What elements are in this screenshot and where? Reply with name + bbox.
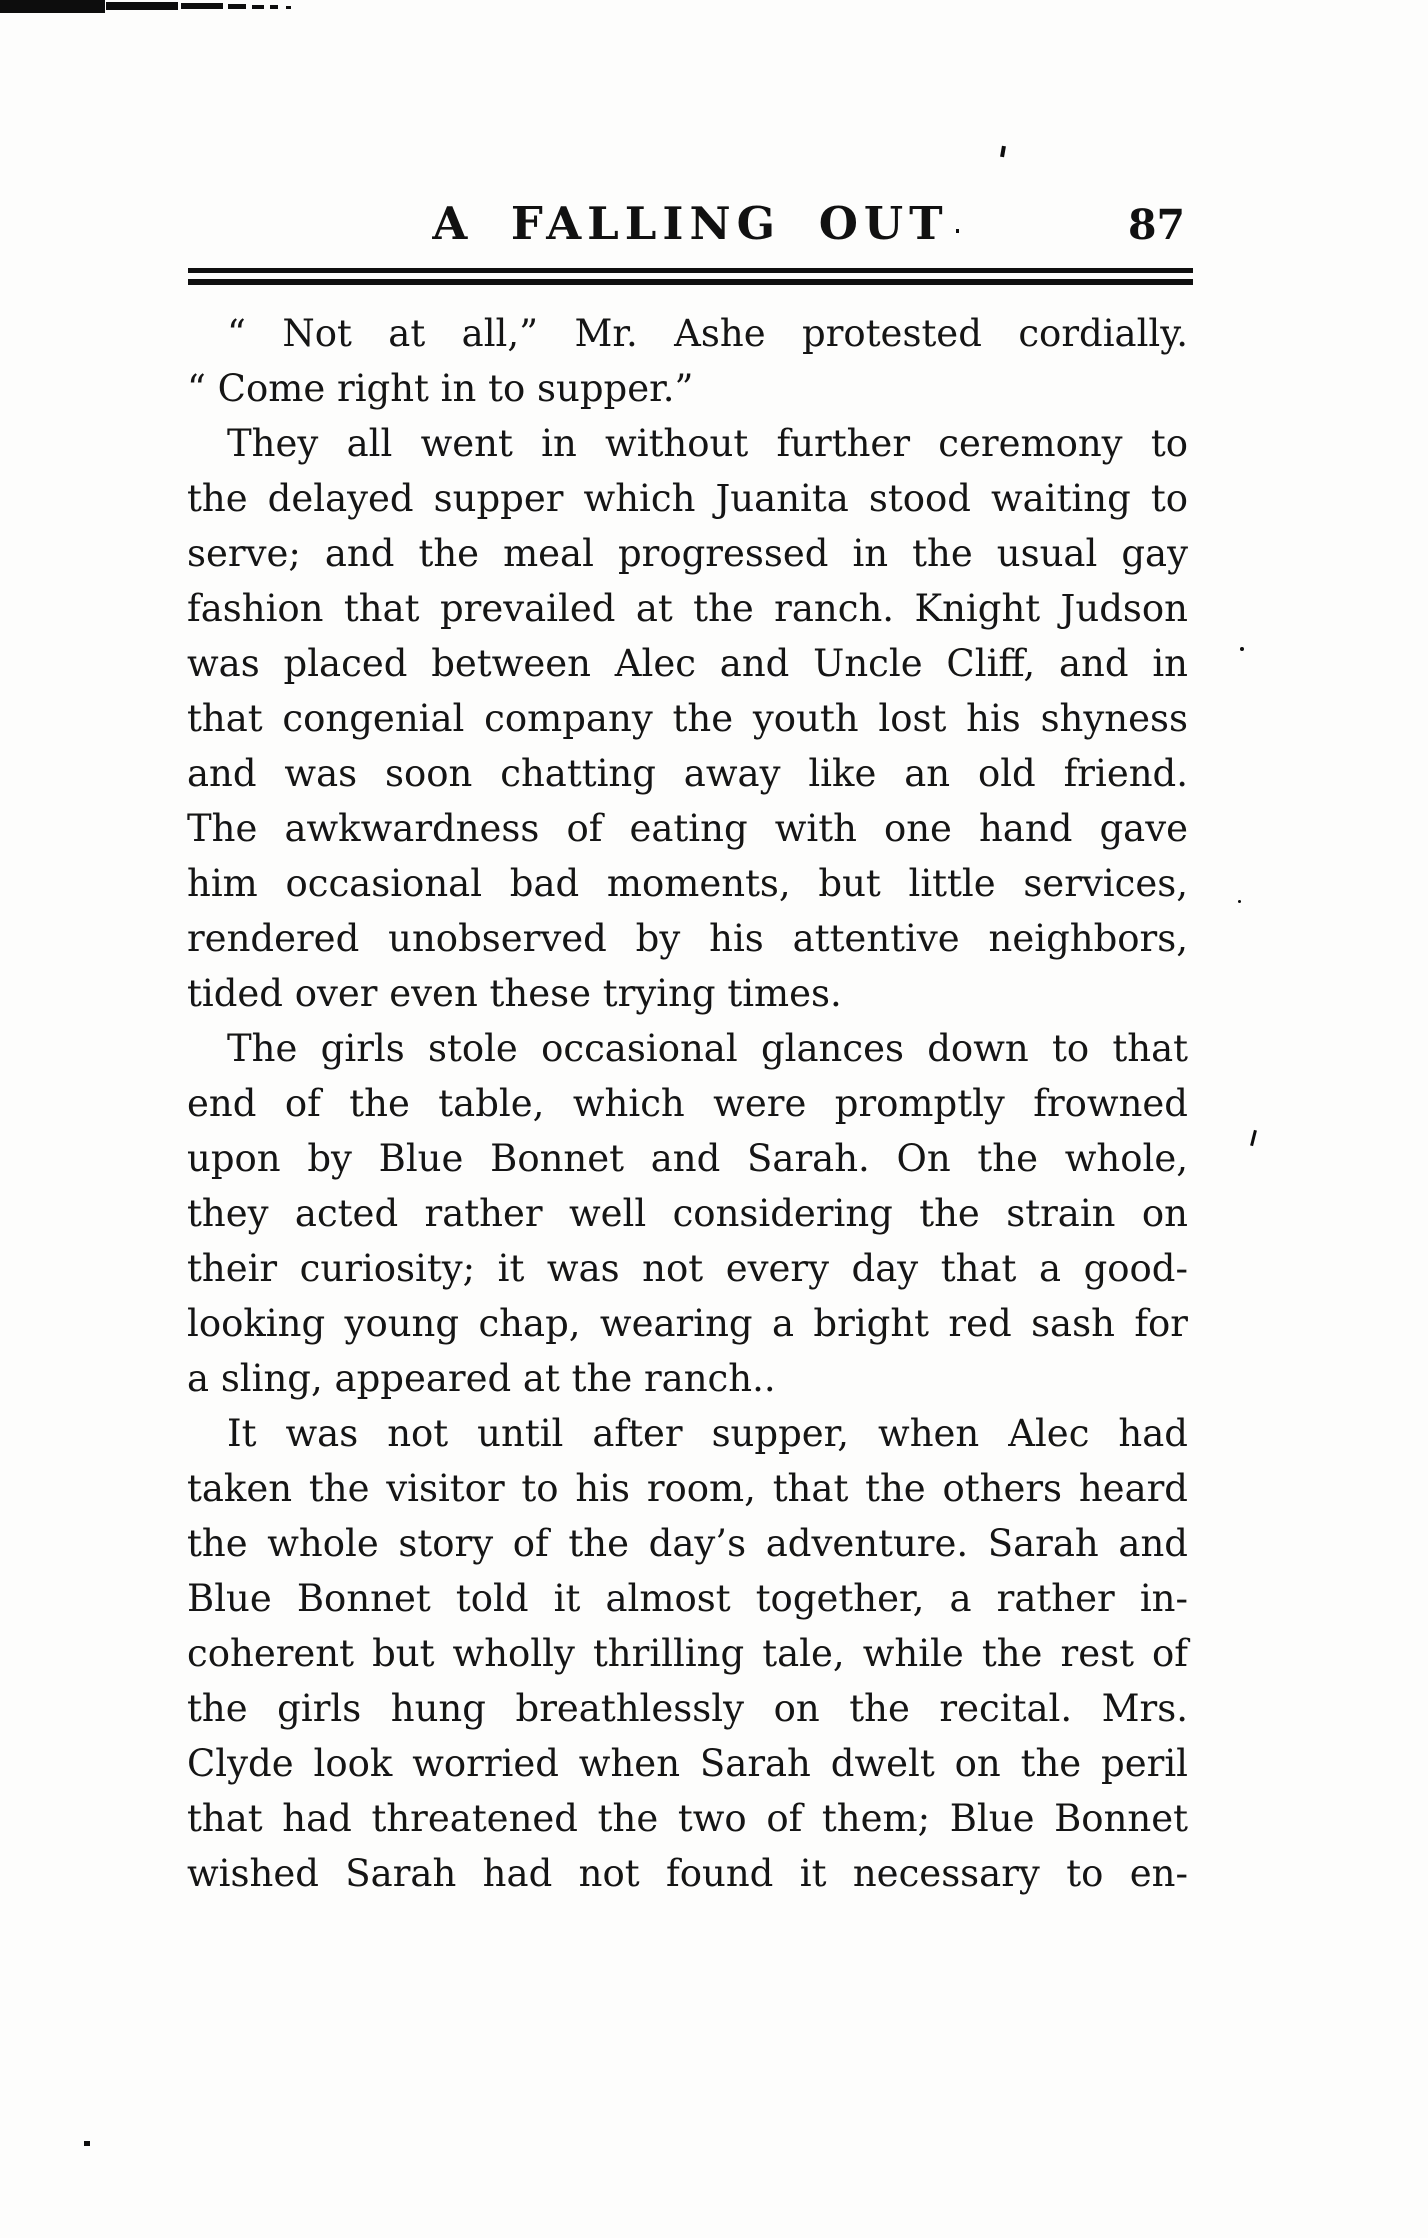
text-line: coherent but wholly thrilling tale, while the rest of [187, 1632, 1188, 1675]
scan-artifact-top-edge [252, 5, 264, 9]
text-line: “ Come right in to supper.” [187, 367, 694, 410]
scan-speck [1250, 1130, 1257, 1146]
text-line: serve; and the meal progressed in the usual gay [187, 532, 1188, 575]
scan-speck [84, 2141, 90, 2146]
text-line: They all went in without further ceremony to [227, 422, 1188, 465]
text-line: that had threatened the two of them; Blue Bonnet [187, 1797, 1188, 1840]
text-line: “ Not at all,” Mr. Ashe protested cordially. [227, 312, 1188, 355]
text-line: was placed between Alec and Uncle Cliff, and in [187, 642, 1188, 685]
text-line: the girls hung breathlessly on the recital. Mrs. [187, 1687, 1188, 1730]
text-line: looking young chap, wearing a bright red sash for [187, 1302, 1188, 1345]
text-line: Blue Bonnet told it almost together, a rather in- [187, 1577, 1188, 1620]
text-line: end of the table, which were promptly frowned [187, 1082, 1188, 1125]
text-line: the whole story of the day’s adventure. Sarah and [187, 1522, 1188, 1565]
scan-artifact-top-edge [228, 4, 246, 9]
text-line: upon by Blue Bonnet and Sarah. On the whole, [187, 1137, 1188, 1180]
text-line: tided over even these trying times. [187, 972, 842, 1015]
text-line: wished Sarah had not found it necessary to en- [187, 1852, 1188, 1895]
text-line: that congenial company the youth lost his shyness [187, 697, 1188, 740]
text-line: the delayed supper which Juanita stood waiting to [187, 477, 1188, 520]
header-double-rule [188, 268, 1193, 285]
scan-artifact-top-edge [181, 3, 223, 9]
text-line: and was soon chatting away like an old friend. [187, 752, 1188, 795]
scan-speck [1000, 146, 1006, 158]
scan-speck [956, 229, 959, 233]
text-line: It was not until after supper, when Alec had [227, 1412, 1188, 1455]
running-head [188, 198, 1193, 250]
text-line: The awkwardness of eating with one hand gave [187, 807, 1188, 850]
page-title: A FALLING OUT [432, 197, 949, 250]
text-line: taken the visitor to his room, that the others heard [187, 1467, 1188, 1510]
scan-artifact-top-edge [106, 2, 178, 10]
text-line: rendered unobserved by his attentive neighbors, [187, 917, 1188, 960]
scan-speck [1240, 647, 1244, 651]
text-line: their curiosity; it was not every day that a good- [187, 1247, 1188, 1290]
text-line: him occasional bad moments, but little services, [187, 862, 1188, 905]
text-line: they acted rather well considering the strain on [187, 1192, 1188, 1235]
text-line: The girls stole occasional glances down to that [227, 1027, 1188, 1070]
text-line: a sling, appeared at the ranch.. [187, 1357, 776, 1400]
page-number: 87 [1127, 201, 1185, 249]
page-body [187, 306, 1188, 1901]
text-line: Clyde look worried when Sarah dwelt on the peril [187, 1742, 1188, 1785]
scan-artifact-top-edge [0, 0, 105, 13]
scan-speck [1238, 900, 1241, 903]
scan-artifact-top-edge [270, 5, 278, 9]
scan-artifact-top-edge [286, 6, 291, 9]
text-line: fashion that prevailed at the ranch. Knight Judson [187, 587, 1188, 630]
